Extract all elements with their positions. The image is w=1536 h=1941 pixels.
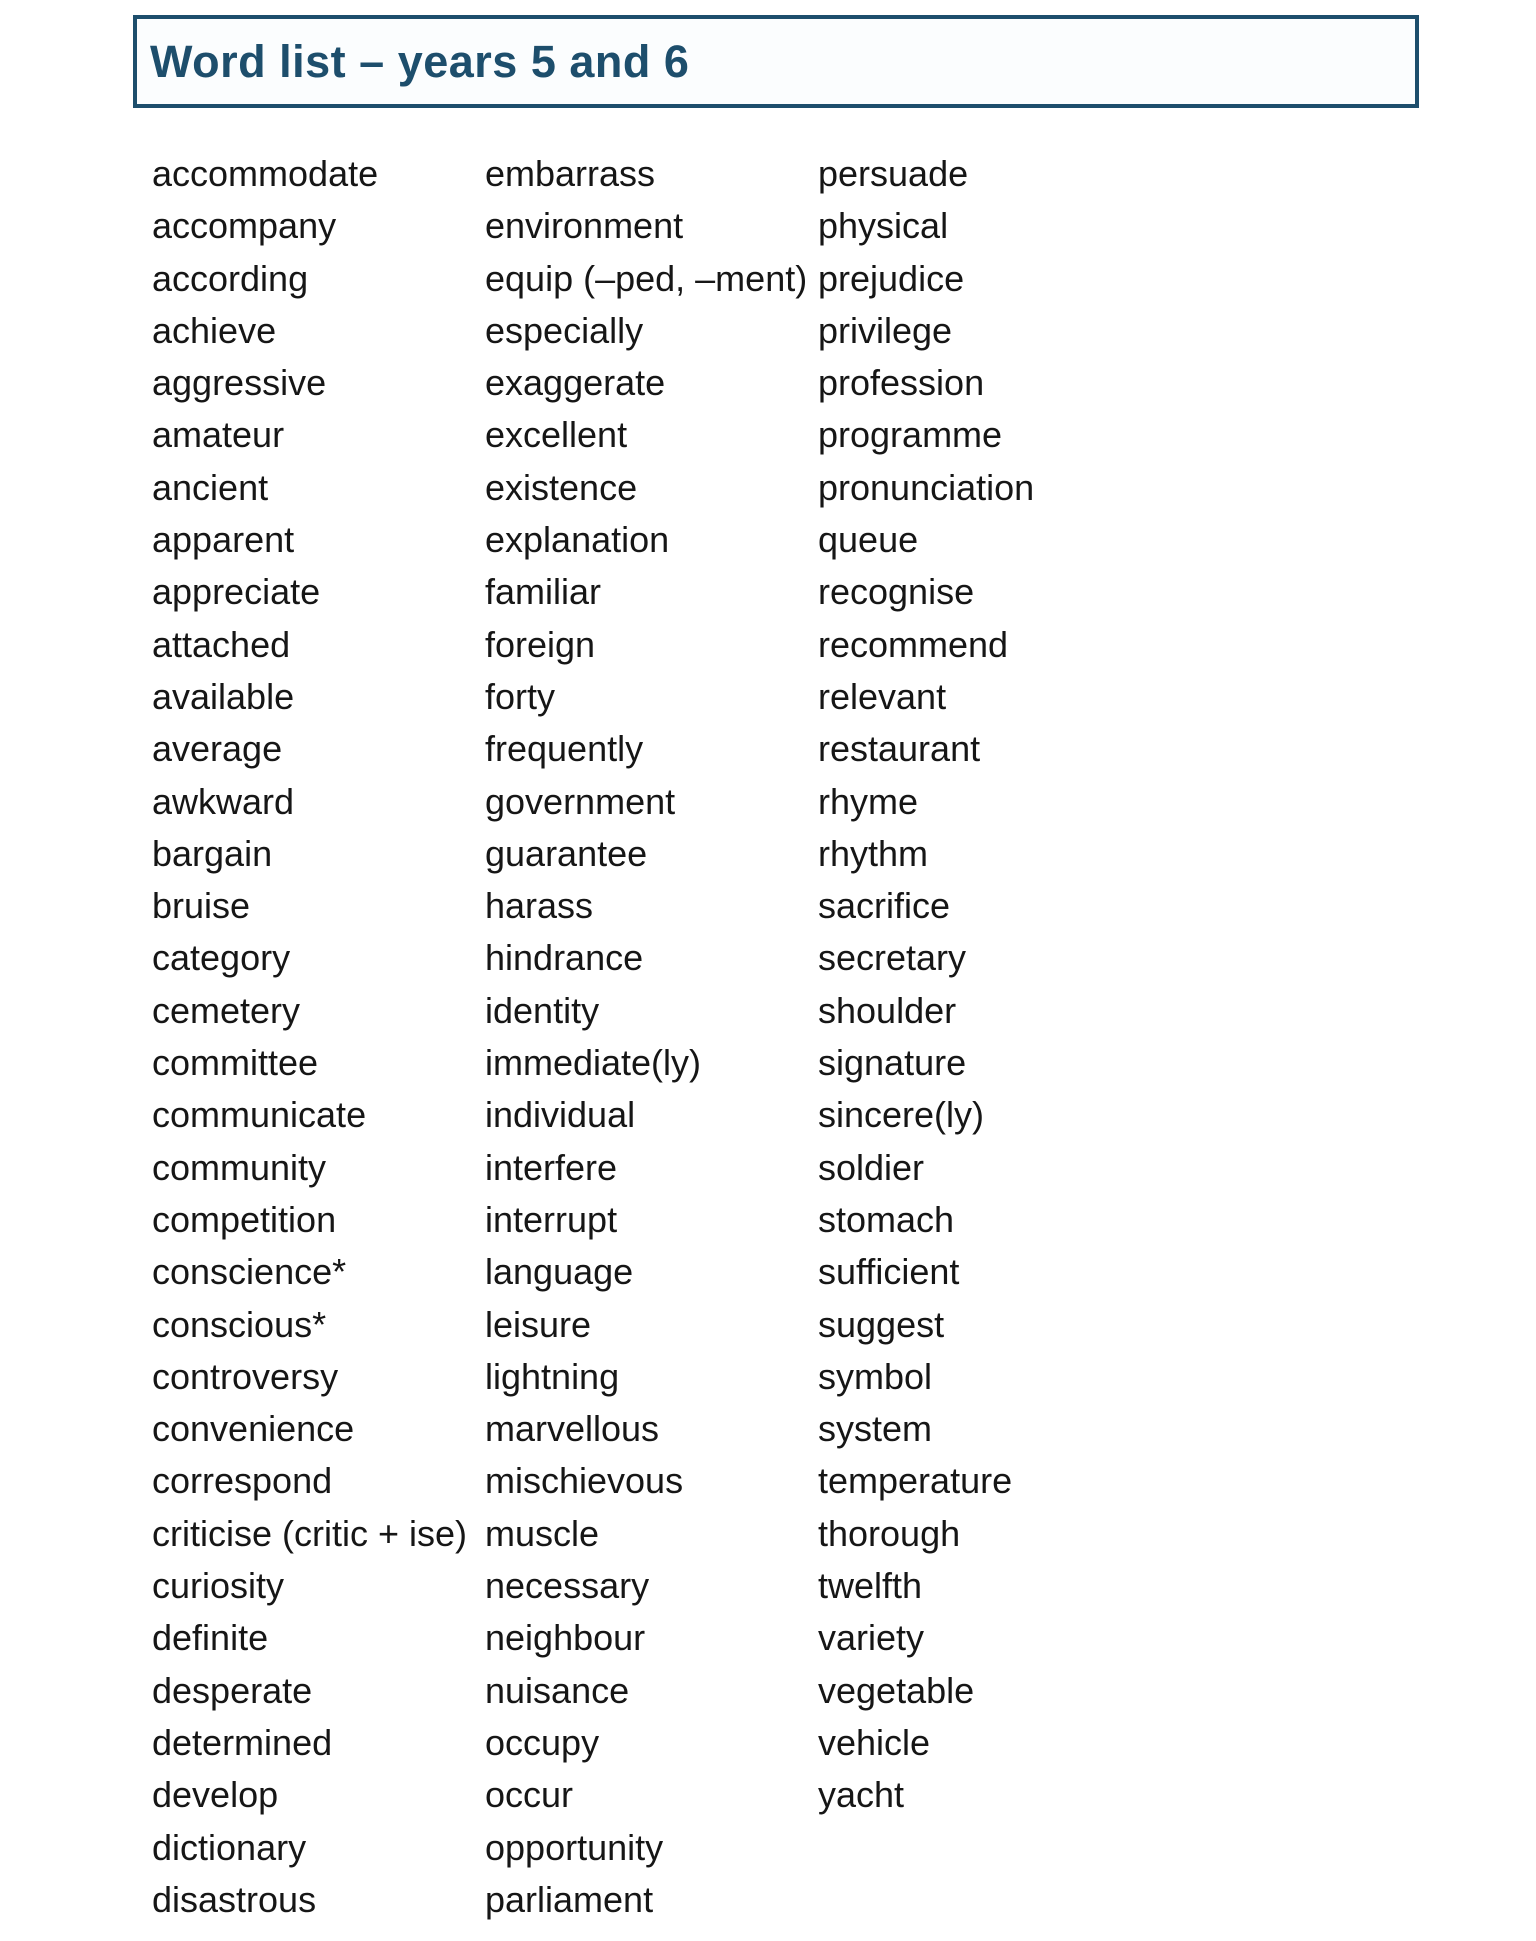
- word-item: attached: [152, 623, 291, 665]
- word-item: equip (–ped, –ment): [485, 257, 808, 299]
- word-item: explanation: [485, 519, 670, 561]
- word-item: guarantee: [485, 832, 648, 874]
- word-item: persuade: [818, 153, 969, 194]
- word-list: [152, 148, 1536, 1926]
- word-item: exaggerate: [485, 362, 666, 404]
- word-item: rhythm: [818, 832, 929, 874]
- word-item: hindrance: [485, 937, 644, 979]
- word-item: language: [485, 1251, 634, 1293]
- word-item: interrupt: [485, 1198, 618, 1240]
- word-item: desperate: [152, 1669, 313, 1711]
- word-item: category: [152, 937, 291, 979]
- word-column: [152, 148, 485, 1926]
- word-item: vegetable: [818, 1669, 975, 1711]
- word-item: privilege: [818, 309, 953, 351]
- word-item: especially: [485, 309, 644, 351]
- word-item: cemetery: [152, 989, 301, 1031]
- word-item: controversy: [152, 1355, 339, 1397]
- word-item: communicate: [152, 1094, 367, 1136]
- word-item: existence: [485, 466, 638, 508]
- word-item: prejudice: [818, 257, 965, 299]
- word-item: harass: [485, 885, 594, 927]
- word-item: yacht: [818, 1774, 905, 1816]
- word-item: bargain: [152, 832, 273, 874]
- page-title: Word list – years 5 and 6: [150, 35, 690, 87]
- word-item: queue: [818, 519, 919, 561]
- word-item: parliament: [485, 1878, 654, 1920]
- word-column: [485, 148, 818, 1926]
- word-item: foreign: [485, 623, 596, 665]
- title-box: [133, 15, 1419, 108]
- word-item: programme: [818, 414, 1003, 456]
- word-column: [818, 148, 1536, 1926]
- word-item: interfere: [485, 1146, 618, 1188]
- word-item: secretary: [818, 937, 967, 979]
- word-item: government: [485, 780, 676, 822]
- word-item: signature: [818, 1042, 967, 1084]
- word-item: marvellous: [485, 1408, 660, 1450]
- word-item: awkward: [152, 780, 295, 822]
- word-item: sincere(ly): [818, 1094, 985, 1136]
- word-item: conscience*: [152, 1251, 347, 1293]
- word-item: conscious*: [152, 1303, 327, 1345]
- word-item: criticise (critic + ise): [152, 1512, 468, 1554]
- word-item: temperature: [818, 1460, 1013, 1502]
- word-item: available: [152, 675, 295, 717]
- word-item: aggressive: [152, 362, 327, 404]
- word-item: develop: [152, 1774, 279, 1816]
- word-item: vehicle: [818, 1721, 931, 1763]
- word-item: stomach: [818, 1198, 955, 1240]
- word-item: thorough: [818, 1512, 961, 1554]
- word-item: system: [818, 1408, 933, 1450]
- word-item: necessary: [485, 1565, 650, 1607]
- word-item: dictionary: [152, 1826, 307, 1868]
- word-item: amateur: [152, 414, 285, 456]
- word-item: bruise: [152, 885, 251, 927]
- word-item: pronunciation: [818, 466, 1035, 508]
- word-item: appreciate: [152, 571, 321, 613]
- word-item: accommodate: [152, 153, 379, 194]
- word-item: committee: [152, 1042, 319, 1084]
- word-item: apparent: [152, 519, 295, 561]
- word-item: determined: [152, 1721, 333, 1763]
- word-item: soldier: [818, 1146, 925, 1188]
- word-item: relevant: [818, 675, 947, 717]
- word-item: sufficient: [818, 1251, 960, 1293]
- word-item: familiar: [485, 571, 602, 613]
- word-item: competition: [152, 1198, 337, 1240]
- word-item: identity: [485, 989, 600, 1031]
- word-item: suggest: [818, 1303, 945, 1345]
- word-item: frequently: [485, 728, 644, 770]
- word-item: muscle: [485, 1512, 600, 1554]
- word-item: twelfth: [818, 1565, 923, 1607]
- word-item: occur: [485, 1774, 574, 1816]
- word-item: variety: [818, 1617, 925, 1659]
- word-item: convenience: [152, 1408, 355, 1450]
- word-item: environment: [485, 205, 684, 247]
- word-item: community: [152, 1146, 327, 1188]
- word-item: recognise: [818, 571, 975, 613]
- word-item: ancient: [152, 466, 269, 508]
- word-item: physical: [818, 205, 949, 247]
- word-item: achieve: [152, 309, 277, 351]
- word-item: shoulder: [818, 989, 957, 1031]
- word-item: occupy: [485, 1721, 600, 1763]
- word-item: profession: [818, 362, 985, 404]
- word-item: sacrifice: [818, 885, 951, 927]
- word-item: disastrous: [152, 1878, 317, 1920]
- word-item: opportunity: [485, 1826, 664, 1868]
- word-item: leisure: [485, 1303, 592, 1345]
- word-item: curiosity: [152, 1565, 285, 1607]
- word-item: neighbour: [485, 1617, 646, 1659]
- word-item: individual: [485, 1094, 636, 1136]
- word-item: embarrass: [485, 153, 656, 194]
- word-item: forty: [485, 675, 556, 717]
- word-item: restaurant: [818, 728, 981, 770]
- word-item: average: [152, 728, 283, 770]
- word-item: accompany: [152, 205, 337, 247]
- word-item: according: [152, 257, 309, 299]
- word-item: mischievous: [485, 1460, 684, 1502]
- word-item: correspond: [152, 1460, 333, 1502]
- word-item: immediate(ly): [485, 1042, 702, 1084]
- word-item: recommend: [818, 623, 1009, 665]
- word-item: lightning: [485, 1355, 620, 1397]
- word-item: definite: [152, 1617, 269, 1659]
- word-item: symbol: [818, 1355, 933, 1397]
- word-item: rhyme: [818, 780, 919, 822]
- word-item: nuisance: [485, 1669, 630, 1711]
- word-item: excellent: [485, 414, 628, 456]
